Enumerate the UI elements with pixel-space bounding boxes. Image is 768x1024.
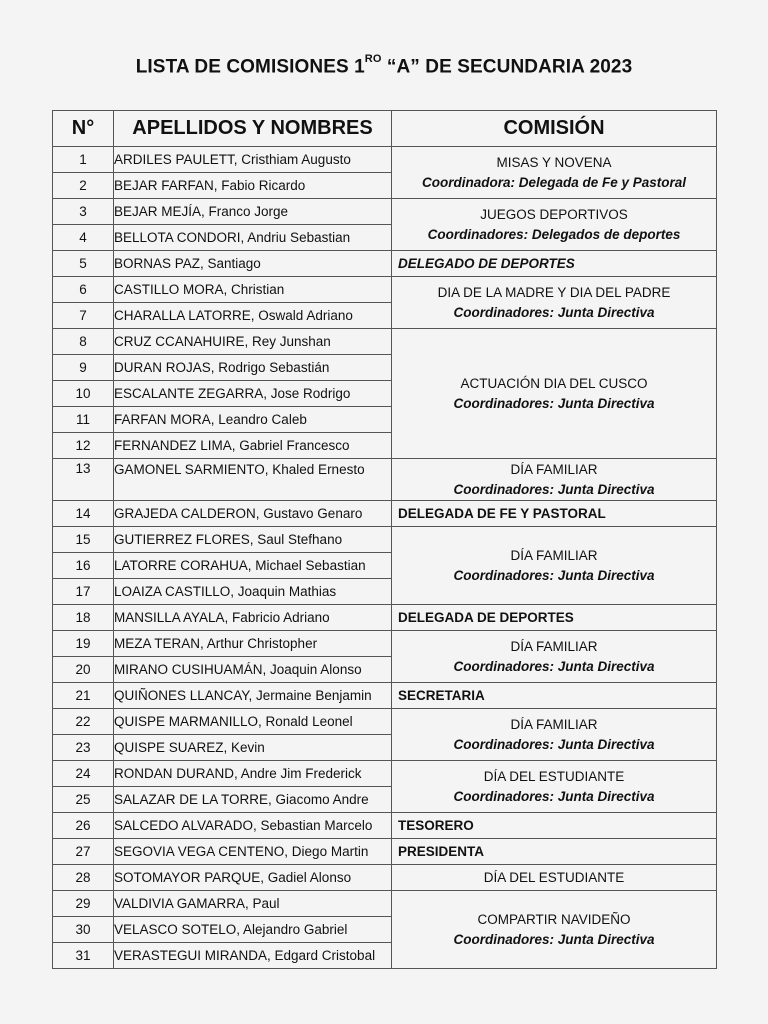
student-name: VELASCO SOTELO, Alejandro Gabriel: [114, 917, 392, 943]
row-number: 22: [53, 709, 114, 735]
commission-role: SECRETARIA: [392, 683, 717, 709]
commission-cell: [392, 277, 717, 329]
commissions-table: [52, 110, 717, 969]
student-name: BORNAS PAZ, Santiago: [114, 251, 392, 277]
commission-cell: [392, 147, 717, 199]
row-number: 24: [53, 761, 114, 787]
table-row: [53, 251, 717, 277]
table-row: [53, 813, 717, 839]
student-name: BEJAR MEJÍA, Franco Jorge: [114, 199, 392, 225]
student-name: CHARALLA LATORRE, Oswald Adriano: [114, 303, 392, 329]
row-number: 27: [53, 839, 114, 865]
commission-role: DELEGADA DE FE Y PASTORAL: [392, 501, 717, 527]
row-number: 13: [53, 459, 114, 501]
table-row: [53, 277, 717, 303]
row-number: 20: [53, 657, 114, 683]
row-number: 18: [53, 605, 114, 631]
document-title: [0, 53, 768, 78]
row-number: 26: [53, 813, 114, 839]
row-number: 8: [53, 329, 114, 355]
commission-role: PRESIDENTA: [392, 839, 717, 865]
row-number: 28: [53, 865, 114, 891]
commission-name: DÍA DEL ESTUDIANTE: [483, 869, 625, 885]
header-commission: COMISIÓN: [392, 111, 717, 147]
student-name: MANSILLA AYALA, Fabricio Adriano: [114, 605, 392, 631]
row-number: 9: [53, 355, 114, 381]
commission-name: JUEGOS DEPORTIVOS: [480, 206, 628, 222]
student-name: ESCALANTE ZEGARRA, Jose Rodrigo: [114, 381, 392, 407]
student-name: SALAZAR DE LA TORRE, Giacomo Andre: [114, 787, 392, 813]
commission-role: DELEGADO DE DEPORTES: [392, 251, 717, 277]
row-number: 7: [53, 303, 114, 329]
row-number: 25: [53, 787, 114, 813]
row-number: 10: [53, 381, 114, 407]
table-row: [53, 761, 717, 787]
commission-coordinator: Coordinadores: Junta Directiva: [453, 931, 655, 947]
student-name: QUISPE SUAREZ, Kevin: [114, 735, 392, 761]
commission-coordinator: Coordinadores: Junta Directiva: [453, 658, 655, 674]
table-row: [53, 709, 717, 735]
student-name: GUTIERREZ FLORES, Saul Stefhano: [114, 527, 392, 553]
table-row: [53, 631, 717, 657]
commission-coordinator: Coordinadores: Junta Directiva: [453, 567, 655, 583]
commission-coordinator: Coordinadores: Junta Directiva: [453, 304, 655, 320]
commission-name: DÍA DEL ESTUDIANTE: [483, 768, 625, 784]
commission-cell: [392, 459, 717, 501]
header-row: [53, 111, 717, 147]
student-name: ARDILES PAULETT, Cristhiam Augusto: [114, 147, 392, 173]
commission-cell: [392, 199, 717, 251]
student-name: GAMONEL SARMIENTO, Khaled Ernesto: [114, 459, 392, 501]
table-row: [53, 605, 717, 631]
student-name: FERNANDEZ LIMA, Gabriel Francesco: [114, 433, 392, 459]
student-name: QUISPE MARMANILLO, Ronald Leonel: [114, 709, 392, 735]
table-row: [53, 147, 717, 173]
commission-name: COMPARTIR NAVIDEÑO: [477, 911, 631, 927]
table-row: [53, 501, 717, 527]
row-number: 6: [53, 277, 114, 303]
row-number: 31: [53, 943, 114, 969]
row-number: 3: [53, 199, 114, 225]
title-superscript: RO: [364, 53, 382, 65]
commission-name: ACTUACIÓN DIA DEL CUSCO: [460, 375, 648, 391]
table-row: [53, 891, 717, 917]
row-number: 19: [53, 631, 114, 657]
commission-coordinator: Coordinadora: Delegada de Fe y Pastoral: [421, 174, 687, 190]
header-names: APELLIDOS Y NOMBRES: [114, 111, 392, 147]
row-number: 5: [53, 251, 114, 277]
commission-coordinator: Coordinadores: Junta Directiva: [453, 788, 655, 804]
row-number: 16: [53, 553, 114, 579]
table-row: [53, 865, 717, 891]
student-name: SEGOVIA VEGA CENTENO, Diego Martin: [114, 839, 392, 865]
commission-name: DIA DE LA MADRE Y DIA DEL PADRE: [437, 284, 671, 300]
table-row: [53, 527, 717, 553]
student-name: VERASTEGUI MIRANDA, Edgard Cristobal: [114, 943, 392, 969]
student-name: QUIÑONES LLANCAY, Jermaine Benjamin: [114, 683, 392, 709]
commission-name: DÍA FAMILIAR: [510, 461, 598, 477]
header-number: N°: [53, 111, 114, 147]
student-name: LATORRE CORAHUA, Michael Sebastian: [114, 553, 392, 579]
commission-cell: [392, 761, 717, 813]
commission-name: DÍA FAMILIAR: [510, 716, 598, 732]
commission-cell: [392, 709, 717, 761]
commission-coordinator: Coordinadores: Delegados de deportes: [427, 226, 681, 242]
commission-coordinator: Coordinadores: Junta Directiva: [453, 481, 655, 497]
commission-cell: [392, 865, 717, 891]
row-number: 12: [53, 433, 114, 459]
row-number: 30: [53, 917, 114, 943]
student-name: RONDAN DURAND, Andre Jim Frederick: [114, 761, 392, 787]
row-number: 15: [53, 527, 114, 553]
student-name: SALCEDO ALVARADO, Sebastian Marcelo: [114, 813, 392, 839]
commission-name: DÍA FAMILIAR: [510, 638, 598, 654]
student-name: FARFAN MORA, Leandro Caleb: [114, 407, 392, 433]
commission-name: DÍA FAMILIAR: [510, 547, 598, 563]
commission-cell: [392, 631, 717, 683]
row-number: 11: [53, 407, 114, 433]
student-name: LOAIZA CASTILLO, Joaquin Mathias: [114, 579, 392, 605]
student-name: VALDIVIA GAMARRA, Paul: [114, 891, 392, 917]
commission-role: TESORERO: [392, 813, 717, 839]
row-number: 14: [53, 501, 114, 527]
commission-coordinator: Coordinadores: Junta Directiva: [453, 395, 655, 411]
student-name: MEZA TERAN, Arthur Christopher: [114, 631, 392, 657]
commission-cell: [392, 891, 717, 969]
row-number: 1: [53, 147, 114, 173]
commission-cell: [392, 527, 717, 605]
commission-name: MISAS Y NOVENA: [496, 154, 612, 170]
table-row: [53, 683, 717, 709]
title-suffix: “A” DE SECUNDARIA 2023: [381, 56, 633, 78]
row-number: 29: [53, 891, 114, 917]
student-name: CRUZ CCANAHUIRE, Rey Junshan: [114, 329, 392, 355]
student-name: GRAJEDA CALDERON, Gustavo Genaro: [114, 501, 392, 527]
table-row: [53, 839, 717, 865]
row-number: 23: [53, 735, 114, 761]
student-name: BELLOTA CONDORI, Andriu Sebastian: [114, 225, 392, 251]
student-name: CASTILLO MORA, Christian: [114, 277, 392, 303]
row-number: 21: [53, 683, 114, 709]
commission-cell: [392, 329, 717, 459]
student-name: SOTOMAYOR PARQUE, Gadiel Alonso: [114, 865, 392, 891]
row-number: 17: [53, 579, 114, 605]
row-number: 2: [53, 173, 114, 199]
commission-role: DELEGADA DE DEPORTES: [392, 605, 717, 631]
row-number: 4: [53, 225, 114, 251]
table-row: [53, 199, 717, 225]
student-name: DURAN ROJAS, Rodrigo Sebastián: [114, 355, 392, 381]
student-name: MIRANO CUSIHUAMÁN, Joaquin Alonso: [114, 657, 392, 683]
title-prefix: LISTA DE COMISIONES 1: [135, 56, 365, 78]
table-row: [53, 459, 717, 501]
student-name: BEJAR FARFAN, Fabio Ricardo: [114, 173, 392, 199]
commission-coordinator: Coordinadores: Junta Directiva: [453, 736, 655, 752]
table-row: [53, 329, 717, 355]
